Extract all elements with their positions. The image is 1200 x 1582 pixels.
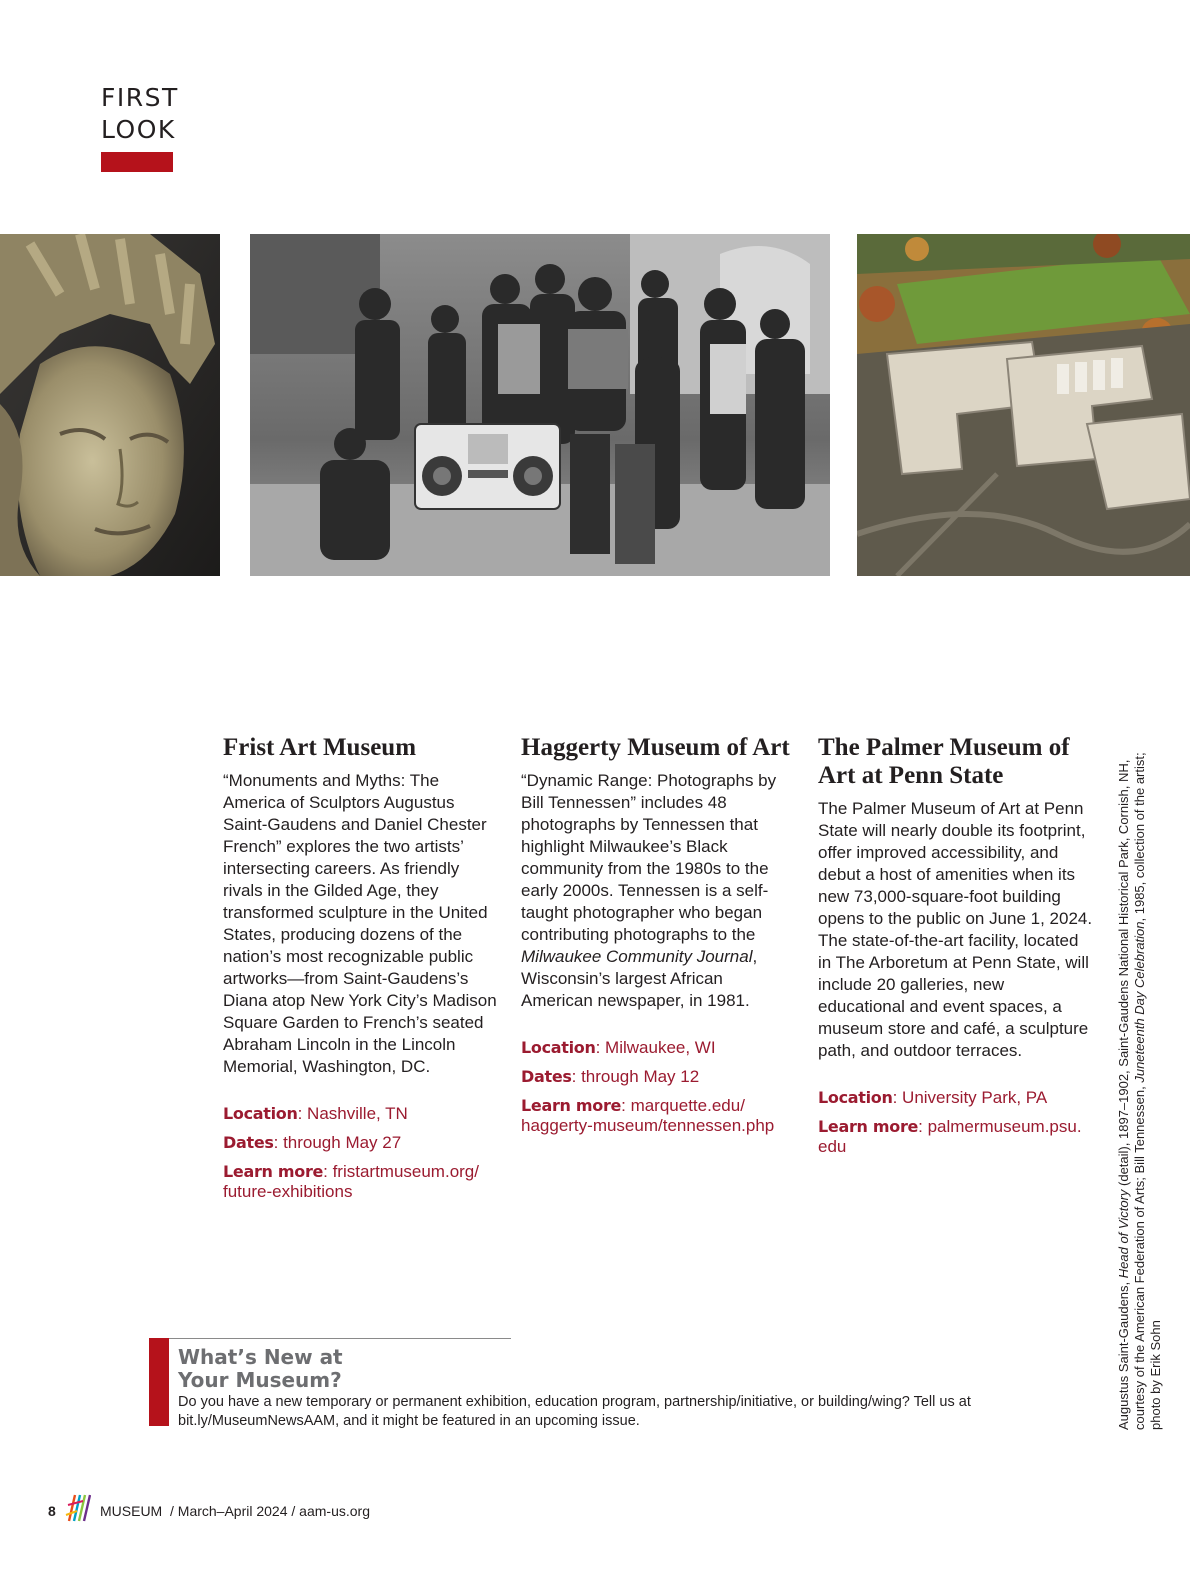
location-value: Nashville, TN	[307, 1104, 408, 1123]
article-palmer	[818, 734, 1093, 1166]
article-body: The Palmer Museum of Art at Penn State will nearly double its footprint, offer improved accessibility, and debut a host of amenities when its new 73,000-square-foot building opens to the public on June 1, 2024. The state-of-the-art facility, located in The Arboretum at Penn State, will include 20 galleries, new educational and event spaces, a museum store and café, a sculpture path, and outdoor terraces.	[818, 799, 1093, 1060]
location-label: Location	[223, 1104, 298, 1123]
section-label-line1: FIRST	[101, 83, 179, 112]
learn-more-line: Learn more: palmermuseum.psu. edu	[818, 1117, 1082, 1156]
whats-new-callout	[149, 1338, 1029, 1429]
location-label: Location	[818, 1088, 893, 1107]
callout-text: Do you have a new temporary or permanent exhibition, education program, partnership/initiative, or building/wing? Tell us at bit.ly/MuseumNewsAAM, and it might be featured in an upcoming issue.	[178, 1394, 971, 1429]
credit-part: Augustus Saint-Gaudens,	[1116, 1278, 1131, 1430]
learn-more-link[interactable]: palmermuseum.psu. edu	[818, 1117, 1082, 1156]
section-accent-bar	[101, 152, 173, 172]
group-photo	[250, 234, 830, 576]
location-value: University Park, PA	[902, 1088, 1048, 1107]
photo-credit	[1116, 725, 1164, 1430]
section-label-line2: LOOK	[101, 115, 176, 144]
learn-more-link[interactable]: marquette.edu/ haggerty-museum/tennessen.php	[521, 1096, 775, 1135]
article-body	[521, 770, 791, 1012]
callout-accent-bar	[149, 1338, 169, 1426]
article-body-italic: Milwaukee Community Journal	[521, 947, 753, 966]
learn-more-label: Learn more	[521, 1096, 622, 1115]
article-body-part: “Dynamic Range: Photographs by Bill Tennessen” includes 48 photographs by Tennessen that highlight Milwaukee’s Black community from the 1980s to the early 2000s. Tennessen is a self-taught photographer who began contributing photographs to the	[521, 771, 777, 944]
sculpture-photo	[0, 234, 220, 576]
article-frist	[223, 734, 498, 1211]
credit-part: , 1985, collection of the artist; photo by Erik Sohn	[1132, 752, 1163, 1430]
learn-more-line: Learn more: fristartmuseum.org/ future-exhibitions	[223, 1162, 479, 1201]
article-title: Frist Art Museum	[223, 734, 417, 761]
section-label	[101, 82, 179, 146]
aam-logo-icon	[65, 1493, 91, 1523]
article-body: “Monuments and Myths: The America of Sculptors Augustus Saint-Gaudens and Daniel Chester French” explores the two artists’ intersecting careers. As friendly rivals in the Gilded Age, they transformed sculpture in the United States, producing dozens of the nation’s most recognizable public artworks—from Saint-Gaudens’s Diana atop New York City’s Madison Square Garden to French’s seated Abraham Lincoln in the Lincoln Memorial, Washington, DC.	[223, 771, 497, 1076]
article-meta	[818, 1088, 1093, 1157]
footer-issue: / March–April 2024 / aam-us.org	[170, 1503, 370, 1519]
learn-more-label: Learn more	[818, 1117, 919, 1136]
location-value: Milwaukee, WI	[605, 1038, 716, 1057]
article-body-part: , Wisconsin’s largest African American newspaper, in 1981.	[521, 947, 758, 1010]
location-line: Location: Nashville, TN	[223, 1104, 408, 1123]
dates-label: Dates	[223, 1133, 274, 1152]
learn-more-line: Learn more: marquette.edu/ haggerty-museum/tennessen.php	[521, 1096, 775, 1135]
callout-rule	[169, 1338, 511, 1339]
dates-label: Dates	[521, 1067, 572, 1086]
credit-italic: Juneteenth Day Celebration	[1132, 921, 1147, 1083]
learn-more-link[interactable]: fristartmuseum.org/ future-exhibitions	[223, 1162, 479, 1201]
footer-magazine: MUSEUM	[100, 1503, 163, 1519]
article-title: Haggerty Museum of Art	[521, 734, 790, 761]
article-meta	[521, 1038, 791, 1136]
credit-italic: Head of Victory	[1116, 1189, 1131, 1279]
dates-line: Dates: through May 27	[223, 1133, 402, 1152]
dates-value: through May 27	[283, 1133, 402, 1152]
location-line: Location: Milwaukee, WI	[521, 1038, 716, 1057]
aerial-museum-photo	[857, 234, 1190, 576]
dates-line: Dates: through May 12	[521, 1067, 700, 1086]
learn-more-label: Learn more	[223, 1162, 324, 1181]
article-title: The Palmer Museum of Art at Penn State	[818, 734, 1070, 789]
article-meta	[223, 1104, 498, 1202]
credit-part: (detail), 1897–1902, Saint-Gaudens National Historical Park, Cornish, NH, courtesy of the American Federation of Arts; Bill Tennessen,	[1116, 759, 1147, 1430]
callout-title: What’s New at Your Museum?	[178, 1345, 343, 1392]
page-number: 8	[48, 1503, 56, 1519]
article-haggerty	[521, 734, 791, 1145]
dates-value: through May 12	[581, 1067, 700, 1086]
location-label: Location	[521, 1038, 596, 1057]
location-line: Location: University Park, PA	[818, 1088, 1048, 1107]
